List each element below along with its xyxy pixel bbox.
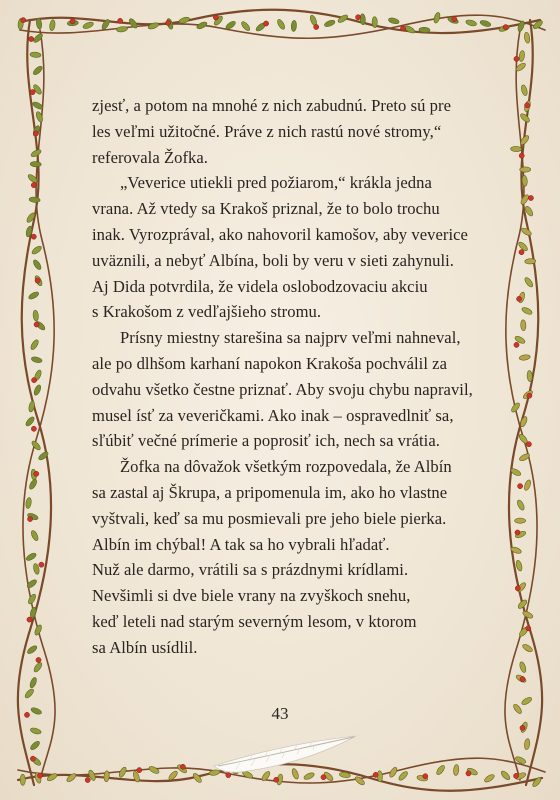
text-line: vrana. Až vtedy sa Krakoš priznal, že to bolo trochu — [92, 199, 440, 219]
leaf — [518, 452, 530, 462]
leaf — [32, 65, 44, 76]
berry — [35, 278, 40, 283]
berry — [29, 36, 34, 41]
leaf — [517, 598, 528, 609]
leaf — [515, 518, 526, 523]
text-line: ale po dlhšom karhaní napokon Krakoša pochválil za — [92, 353, 448, 373]
berry — [85, 777, 90, 782]
leaf — [521, 643, 533, 653]
leaf — [519, 50, 526, 62]
leaf — [35, 320, 47, 331]
leaf — [240, 20, 251, 32]
leaf — [519, 134, 530, 146]
text-line: odvahu všetko čestne priznať. Aby svoju chybu napravil, — [92, 379, 473, 399]
leaf — [466, 767, 478, 776]
leaf — [25, 212, 36, 224]
feather-icon — [210, 728, 360, 778]
leaf — [518, 433, 529, 445]
berry — [466, 771, 471, 776]
leaf — [416, 775, 428, 782]
leaf — [225, 20, 237, 31]
leaf — [388, 766, 398, 778]
berry — [528, 195, 533, 200]
leaf — [29, 197, 40, 203]
berry — [30, 756, 35, 761]
leaf — [523, 100, 531, 112]
berry — [34, 471, 39, 476]
berry — [514, 56, 519, 61]
berry — [34, 322, 39, 327]
berry — [33, 131, 38, 136]
leaf — [27, 512, 39, 521]
leaf — [49, 19, 56, 31]
leaf — [118, 766, 128, 778]
leaf — [28, 478, 38, 490]
leaf — [32, 259, 42, 271]
leaf — [337, 13, 349, 23]
leaf — [30, 148, 42, 158]
leaf — [453, 764, 459, 775]
berry — [31, 378, 36, 383]
leaf — [27, 173, 39, 184]
leaf — [309, 14, 318, 26]
leaf — [104, 771, 110, 782]
leaf — [132, 771, 140, 783]
text-line: referovala Žofka. — [92, 147, 209, 167]
berry — [517, 296, 522, 301]
text-line: Albín im chýbal! A tak sa ho vybrali hľadať. — [92, 534, 390, 554]
leaf — [525, 258, 536, 264]
leaf — [524, 32, 531, 44]
leaf — [360, 14, 366, 25]
leaf — [32, 125, 41, 137]
leaf — [33, 310, 39, 321]
text-line: vyštvali, keď sa mu posmievali pre jeho biele pierka. — [92, 508, 447, 528]
leaf — [515, 62, 527, 73]
leaf — [32, 83, 43, 95]
berry — [166, 20, 171, 25]
leaf — [30, 727, 42, 735]
leaf — [255, 22, 267, 33]
leaf — [388, 17, 400, 25]
leaf — [25, 416, 36, 428]
leaf — [518, 291, 526, 303]
leaf — [87, 769, 96, 781]
berry — [314, 24, 319, 29]
leaf — [519, 416, 528, 428]
page-number: 43 — [271, 704, 289, 723]
text-line: les veľmi užitočné. Práve z nich rastú nové stromy,“ — [92, 121, 442, 141]
berry — [514, 342, 519, 347]
leaf — [34, 275, 44, 287]
text-line: Nuž ale darmo, vrátili sa s prázdnymi krídlami. — [92, 560, 409, 580]
leaf — [29, 339, 39, 351]
leaf — [30, 756, 42, 767]
leaf — [28, 401, 36, 413]
text-line: sa Albín usídlil. — [92, 637, 198, 657]
leaf — [27, 593, 37, 605]
berry — [400, 26, 405, 31]
leaf — [519, 661, 527, 673]
leaf — [479, 19, 491, 27]
text-line: sľúbiť večné prímerie a poprosiť ich, nech sa vrátia. — [92, 431, 440, 451]
leaf — [516, 581, 527, 593]
berry — [515, 586, 520, 591]
leaf — [37, 451, 49, 462]
leaf — [404, 24, 416, 34]
leaf — [527, 370, 533, 381]
text-line: Aj Dida potvrdila, že videla oslobodzovaciu akciu — [92, 276, 428, 296]
berry — [31, 234, 36, 239]
text-line: Prísny miestny starešina sa najprv veľmi nahneval, — [120, 328, 461, 348]
leaf — [176, 763, 188, 774]
leaf — [276, 18, 286, 30]
berry — [264, 21, 269, 26]
leaf — [377, 771, 383, 782]
leaf — [498, 24, 510, 33]
leaf — [517, 241, 529, 252]
leaf — [519, 354, 531, 361]
leaf — [324, 19, 336, 28]
leaf — [522, 175, 528, 186]
leaf — [372, 17, 378, 28]
leaf — [25, 226, 33, 238]
berry — [30, 90, 35, 95]
leaf — [517, 20, 526, 32]
leaf — [523, 479, 532, 491]
berry — [180, 764, 185, 769]
berry — [118, 18, 123, 23]
leaf — [519, 112, 531, 123]
leaf — [213, 15, 224, 27]
berry — [39, 562, 44, 567]
leaf — [32, 32, 44, 43]
leaf — [25, 497, 32, 509]
leaf — [510, 402, 521, 414]
text-line: Žofka na dôvažok všetkým rozpovedala, že Albín — [120, 457, 452, 477]
leaf — [101, 18, 111, 30]
berry — [518, 484, 523, 489]
berry — [514, 773, 519, 778]
text-line: musel ísť za veveričkami. Ako inak – ospravedlniť sa, — [92, 405, 454, 425]
leaf — [24, 688, 35, 700]
leaf — [515, 771, 527, 780]
leaf — [532, 19, 544, 30]
leaf — [531, 776, 542, 788]
leaf — [34, 624, 43, 636]
berry — [423, 774, 428, 779]
leaf — [36, 18, 43, 30]
leaf — [483, 773, 495, 783]
text-line: inak. Vyrozprával, ako nahovoril kamošov, aby veverice — [92, 224, 468, 244]
berry — [356, 15, 361, 20]
leaf — [33, 369, 42, 381]
berry — [503, 25, 508, 30]
leaf — [524, 738, 531, 750]
story-text — [92, 93, 482, 661]
leaf — [433, 12, 441, 24]
berry — [519, 250, 524, 255]
leaf — [435, 764, 446, 776]
leaf — [26, 578, 38, 589]
berry — [526, 442, 531, 447]
berry — [31, 426, 36, 431]
leaf — [291, 20, 297, 31]
berry — [28, 516, 33, 521]
berry — [373, 772, 378, 777]
leaf — [31, 356, 43, 364]
leaf — [30, 530, 39, 542]
leaf — [33, 384, 42, 396]
leaf — [67, 20, 78, 26]
text-line: sa zastal aj Škrupa, a pripomenula im, ako ho vlastne — [92, 482, 448, 502]
text-line: s Krakošom z vedľajšieho stromu. — [92, 302, 322, 322]
leaf — [196, 21, 208, 31]
leaf — [520, 227, 532, 237]
berry — [519, 153, 524, 158]
leaf — [516, 499, 526, 511]
berry — [37, 773, 42, 778]
berry — [527, 393, 532, 398]
leaf — [510, 467, 522, 477]
leaf — [524, 205, 534, 217]
text-line: keď leteli nad starým severným lesom, v ktorom — [92, 611, 417, 631]
leaf — [29, 740, 41, 751]
leaf — [500, 770, 511, 781]
leaf — [25, 552, 37, 562]
leaf — [515, 560, 523, 572]
berry — [21, 18, 26, 23]
leaf — [29, 607, 37, 619]
leaf — [29, 677, 38, 689]
leaf — [30, 161, 41, 167]
leaf — [520, 84, 528, 96]
berry — [70, 19, 75, 24]
berry — [36, 657, 41, 662]
leaf — [178, 16, 190, 24]
leaf — [28, 291, 40, 301]
leaf — [166, 18, 174, 30]
berry — [520, 725, 525, 730]
berry — [452, 17, 457, 22]
leaf — [26, 644, 38, 655]
leaf — [116, 26, 128, 33]
berry — [213, 15, 218, 20]
leaf — [522, 389, 534, 400]
leaf — [31, 245, 43, 256]
leaf — [148, 765, 160, 775]
berry — [520, 677, 525, 682]
leaf — [515, 674, 527, 684]
leaf — [33, 563, 41, 575]
leaf — [192, 772, 203, 784]
berry — [137, 768, 142, 773]
berry — [515, 530, 520, 535]
leaf — [18, 18, 24, 29]
leaf — [520, 167, 531, 172]
leaf — [514, 530, 526, 539]
leaf — [82, 21, 94, 30]
berry — [27, 617, 32, 622]
leaf — [465, 19, 477, 27]
berry — [525, 103, 530, 108]
text-line: Nevšimli si dve biele vrany na zvyškoch snehu, — [92, 586, 411, 606]
leaf — [520, 194, 530, 206]
leaf — [447, 16, 459, 25]
berry — [31, 183, 36, 188]
leaf — [66, 772, 78, 783]
text-line: uväznili, a nebyť Albína, boli by veru v sieti zahynuli. — [92, 250, 454, 270]
leaf — [34, 772, 42, 784]
leaf — [32, 101, 44, 111]
leaf — [147, 22, 159, 31]
leaf — [128, 17, 139, 29]
text-line: zjesť, a potom na mnohé z nich zabudnú. Preto sú pre — [92, 96, 451, 115]
leaf — [20, 774, 25, 785]
leaf — [510, 546, 522, 555]
leaf — [518, 626, 529, 638]
berry — [526, 626, 531, 631]
leaf — [46, 772, 58, 782]
leaf — [31, 469, 37, 480]
leaf — [167, 770, 178, 782]
leaf — [419, 27, 430, 33]
leaf — [30, 52, 41, 58]
leaf — [35, 111, 44, 123]
leaf — [521, 306, 533, 315]
leaf — [522, 610, 534, 620]
leaf — [523, 276, 534, 288]
leaf — [511, 146, 522, 152]
leaf — [514, 755, 526, 764]
leaf — [514, 335, 526, 345]
leaf — [397, 770, 408, 781]
text-line: „Veverice utiekli pred požiarom,“ krákla jedna — [120, 173, 432, 193]
leaf — [520, 320, 526, 331]
leaf — [33, 661, 44, 673]
leaf — [30, 440, 41, 452]
